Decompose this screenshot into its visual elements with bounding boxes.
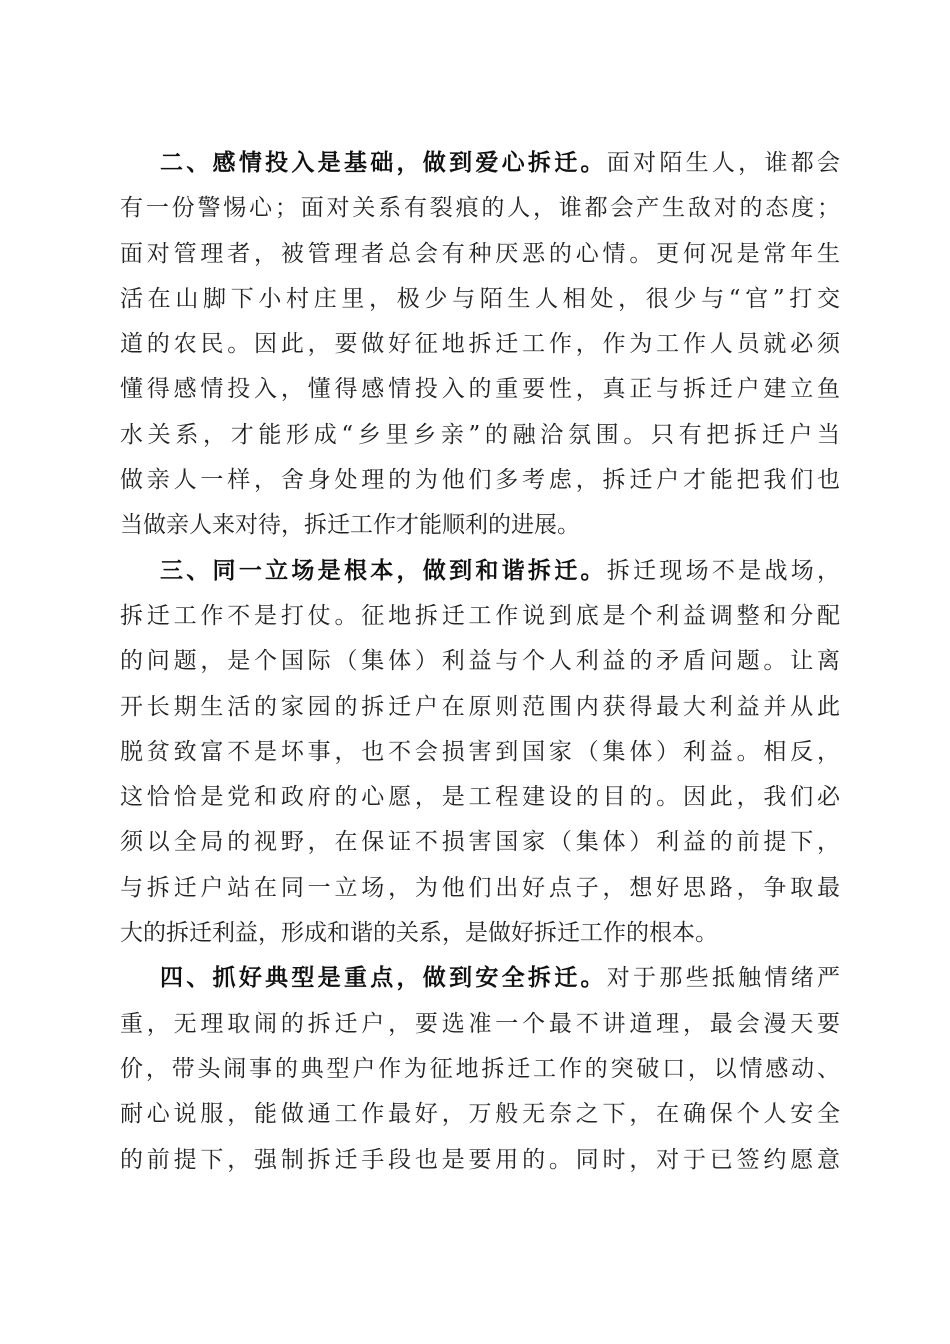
paragraph-line: 当做亲人来对待，拆迁工作才能顺利的进展。: [120, 512, 580, 539]
paragraph-line: 的问题，是个国际（集体）利益与个人利益的矛盾问题。让离: [120, 648, 840, 675]
paragraph-line: 须以全局的视野，在保证不损害国家（集体）利益的前提下，: [120, 829, 840, 856]
paragraph-line: 水关系，才能形成“乡里乡亲”的融洽氛围。只有把拆迁户当: [120, 421, 840, 448]
paragraph-first-line: [120, 549, 840, 594]
paragraph-line: 大的拆迁利益，形成和谐的关系，是做好拆迁工作的根本。: [120, 920, 718, 947]
paragraph-line: 脱贫致富不是坏事，也不会损害到国家（集体）利益。相反，: [120, 738, 840, 765]
paragraph-heading: 四、抓好典型是重点，做到安全拆迁。: [160, 965, 607, 992]
paragraph-line: 与拆迁户站在同一立场，为他们出好点子，想好思路，争取最: [120, 874, 840, 901]
paragraph-line: 做亲人一样，舍身处理的为他们多考虑，拆迁户才能把我们也: [120, 467, 840, 494]
paragraph-text: 面对陌生人，谁都会: [606, 150, 841, 176]
paragraph-harmonious-relocation: [120, 549, 840, 957]
paragraph-line: 这恰恰是党和政府的心愿，是工程建设的目的。因此，我们必: [120, 784, 840, 811]
paragraph-line: 懂得感情投入，懂得感情投入的重要性，真正与拆迁户建立鱼: [120, 376, 840, 403]
paragraph-text: 拆迁现场不是战场，: [606, 557, 841, 584]
paragraph-line: 重，无理取闹的拆迁户，要选准一个最不讲道理，最会漫天要: [120, 1010, 840, 1037]
paragraph-line: 拆迁工作不是打仗。征地拆迁工作说到底是个利益调整和分配: [120, 602, 840, 629]
paragraph-heading: 二、感情投入是基础，做到爱心拆迁。: [160, 150, 607, 176]
paragraph-line: 活在山脚下小村庄里，极少与陌生人相处，很少与“官”打交: [120, 285, 840, 312]
paragraph-line: 开长期生活的家园的拆迁户在原则范围内获得最大利益并从此: [120, 693, 840, 720]
paragraph-first-line: [120, 956, 840, 1001]
paragraph-first-line: [120, 141, 840, 186]
document-body: [120, 141, 840, 1183]
paragraph-line: 有一份警惕心；面对关系有裂痕的人，谁都会产生敌对的态度；: [120, 195, 840, 222]
paragraph-text: 对于那些抵触情绪严: [606, 965, 841, 992]
paragraph-line: 的前提下，强制拆迁手段也是要用的。同时，对于已签约愿意: [120, 1146, 840, 1173]
paragraph-line: 价，带头闹事的典型户作为征地拆迁工作的突破口，以情感动、: [120, 1055, 840, 1082]
paragraph-line: 道的农民。因此，要做好征地拆迁工作，作为工作人员就必须: [120, 331, 840, 358]
paragraph-heading: 三、同一立场是根本，做到和谐拆迁。: [160, 557, 607, 584]
paragraph-love-relocation: [120, 141, 840, 549]
paragraph-line: 面对管理者，被管理者总会有种厌恶的心情。更何况是常年生: [120, 240, 840, 267]
paragraph-safe-relocation: [120, 956, 840, 1182]
paragraph-line: 耐心说服，能做通工作最好，万般无奈之下，在确保个人安全: [120, 1101, 840, 1128]
